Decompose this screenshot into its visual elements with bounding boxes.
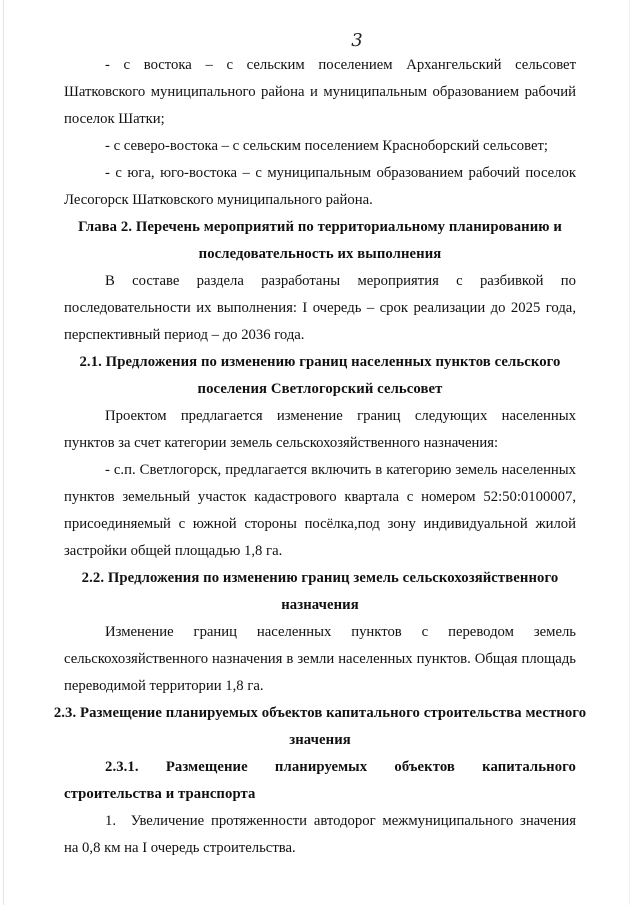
section-2-3-heading: 2.3. Размещение планируемых объектов капитального строительства местного значения bbox=[53, 705, 587, 748]
roads-item-paragraph: 1. Увеличение протяженности автодорог межмуниципального значения на 0,8 км на I очередь строительства. bbox=[64, 813, 576, 856]
chapter-2-heading: Глава 2. Перечень мероприятий по территориальному планированию и последовательность их выполнения bbox=[78, 219, 562, 262]
border-northeast-paragraph: - с северо-востока – с сельским поселением Красноборский сельсовет; bbox=[105, 138, 548, 154]
section-2-1-paragraph: Проектом предлагается изменение границ следующих населенных пунктов за счет категории земель сельскохозяйственного назначения: bbox=[64, 408, 576, 451]
section-2-2-paragraph: Изменение границ населенных пунктов с переводом земель сельскохозяйственного назначения в земли населенных пунктов. Общая площадь переводимой территории 1,8 га. bbox=[64, 624, 576, 694]
border-south-paragraph: - с юга, юго-востока – с муниципальным образованием рабочий поселок Лесогорск Шатковского муниципального района. bbox=[64, 165, 576, 208]
section-2-1-heading: 2.1. Предложения по изменению границ населенных пунктов сельского поселения Светлогорский сельсовет bbox=[79, 354, 561, 397]
scan-edge-left bbox=[3, 0, 4, 905]
page-number: 3 bbox=[351, 30, 363, 51]
document-body bbox=[53, 52, 587, 862]
section-2-3-1-heading: 2.3.1. Размещение планируемых объектов капитального строительства и транспорта bbox=[64, 759, 576, 802]
chapter-2-intro-paragraph: В составе раздела разработаны мероприятия с разбивкой по последовательности их выполнения: I очередь – срок реализации до 2025 года, перспективный период – до 2036 года. bbox=[64, 273, 576, 343]
section-2-1-item-paragraph: - с.п. Светлогорск, предлагается включить в категорию земель населенных пунктов земельный участок кадастрового квартала с номером 52:50:0100007, присоединяемый с южной стороны посёлка,под зону индивидуальной жилой застройки общей площадью 1,8 га. bbox=[64, 462, 576, 559]
border-east-paragraph: - с востока – с сельским поселением Архангельский сельсовет Шатковского муниципального района и муниципальным образованием рабочий поселок Шатки; bbox=[64, 57, 576, 127]
section-2-2-heading: 2.2. Предложения по изменению границ земель сельскохозяйственного назначения bbox=[81, 570, 559, 613]
scan-edge-right bbox=[629, 0, 630, 905]
